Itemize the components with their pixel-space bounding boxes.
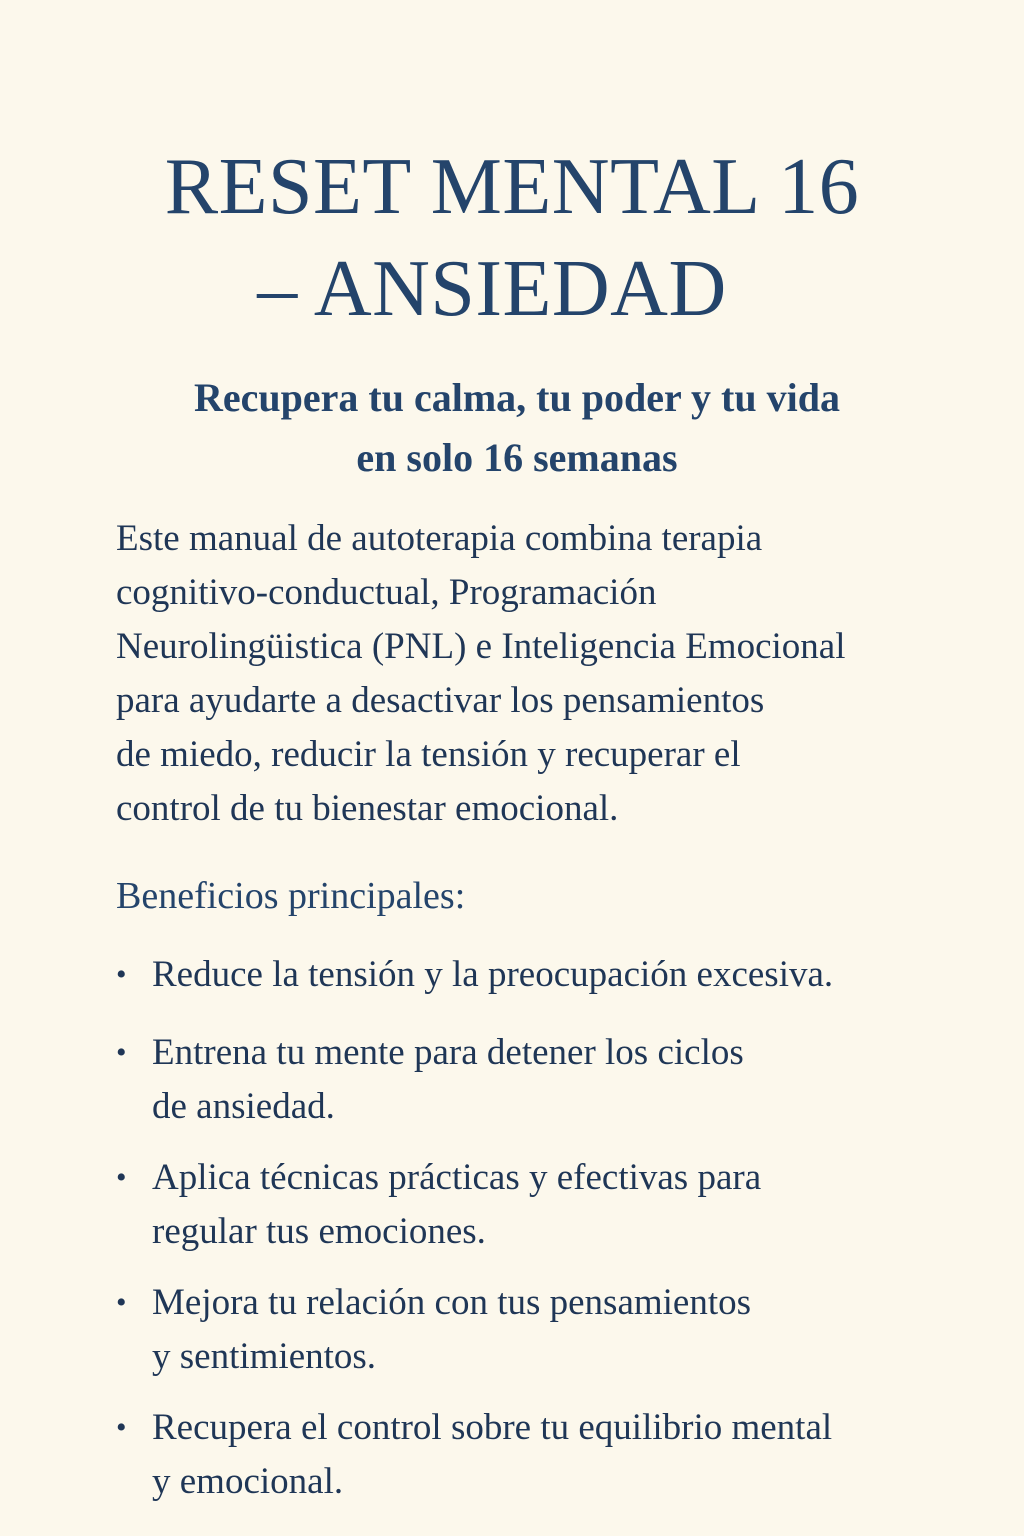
benefit-line-1: Entrena tu mente para detener los ciclos	[152, 1032, 744, 1073]
bullet-icon: •	[116, 1161, 127, 1194]
benefit-line-2: y sentimientos.	[152, 1336, 377, 1377]
bullet-icon: •	[116, 958, 127, 991]
subtitle-line-1: Recupera tu calma, tu poder y tu vida	[194, 375, 840, 420]
intro-line: de miedo, reducir la tensión y recuperar el	[116, 734, 741, 775]
benefits-list	[116, 948, 976, 1526]
bullet-icon: •	[116, 1411, 127, 1444]
benefit-line-1: Aplica técnicas prácticas y efectivas para	[152, 1157, 762, 1198]
benefit-item	[116, 1026, 976, 1134]
title-line-1: RESET MENTAL 16	[164, 143, 860, 231]
benefit-line-2: de ansiedad.	[152, 1086, 335, 1127]
benefit-line-1: Recupera el control sobre tu equilibrio mental	[152, 1407, 833, 1448]
title-line-2: – ANSIEDAD	[257, 245, 727, 333]
bullet-icon: •	[116, 1036, 127, 1069]
intro-line: Neurolingüistica (PNL) e Inteligencia Emocional	[116, 626, 846, 667]
benefit-item	[116, 948, 976, 1002]
intro-line: cognitivo-conductual, Programación	[116, 572, 657, 613]
benefit-line-1: Reduce la tensión y la preocupación excesiva.	[152, 954, 834, 995]
intro-line: control de tu bienestar emocional.	[116, 788, 619, 829]
benefit-item	[116, 1276, 976, 1384]
benefit-line-2: regular tus emociones.	[152, 1211, 486, 1252]
benefit-line-2: y emocional.	[152, 1461, 344, 1502]
subtitle	[0, 368, 1024, 488]
benefits-heading: Beneficios principales:	[116, 875, 466, 917]
benefit-item	[116, 1401, 976, 1509]
intro-paragraph	[116, 512, 976, 836]
bullet-icon: •	[116, 1286, 127, 1319]
subtitle-line-2: en solo 16 semanas	[356, 435, 678, 480]
page-title	[0, 136, 1024, 340]
intro-line: Este manual de autoterapia combina terapia	[116, 518, 763, 559]
benefit-line-1: Mejora tu relación con tus pensamientos	[152, 1282, 752, 1323]
benefit-item	[116, 1151, 976, 1259]
intro-line: para ayudarte a desactivar los pensamientos	[116, 680, 765, 721]
